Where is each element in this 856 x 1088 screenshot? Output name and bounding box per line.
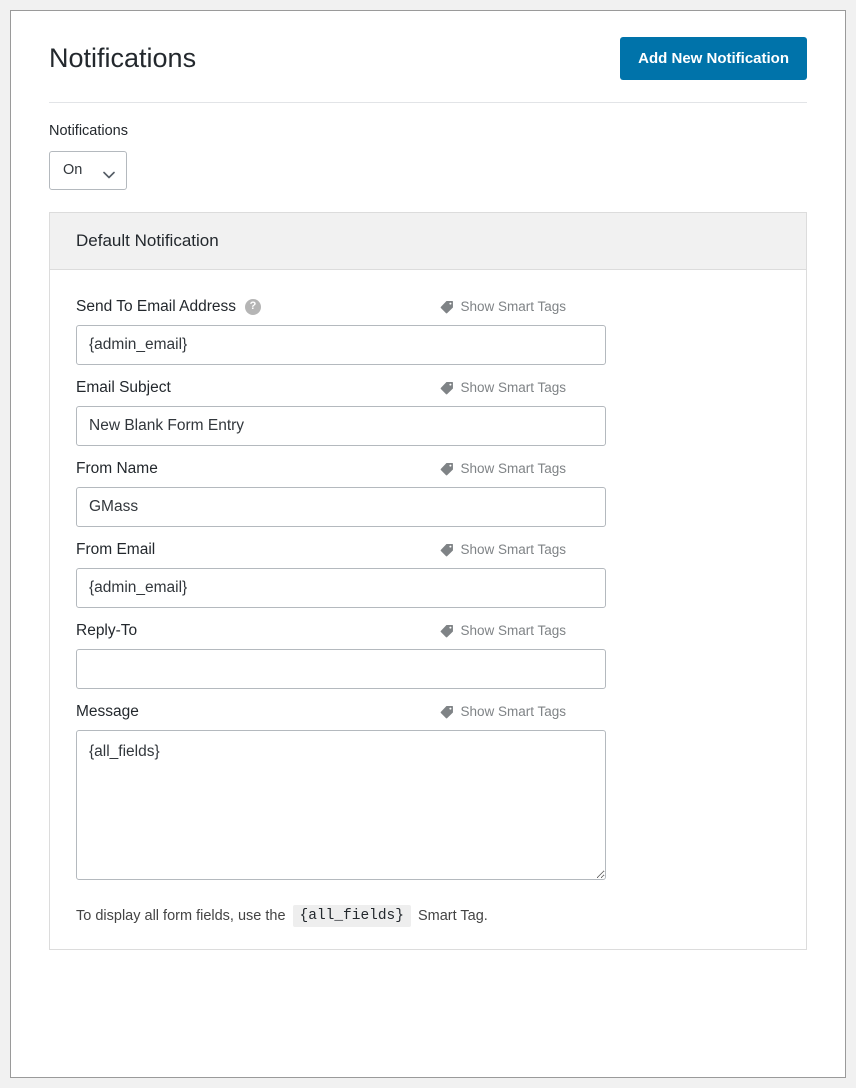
field-label-text: From Email xyxy=(76,540,156,558)
show-smart-tags-label: Show Smart Tags xyxy=(460,542,566,558)
field-label-message xyxy=(76,703,139,721)
panel-header xyxy=(49,11,807,103)
show-smart-tags-label: Show Smart Tags xyxy=(460,623,566,639)
show-smart-tags-label: Show Smart Tags xyxy=(460,704,566,720)
message-textarea[interactable] xyxy=(76,730,606,880)
tag-icon xyxy=(440,624,454,638)
from-email-input[interactable] xyxy=(76,568,606,608)
field-label-from-name xyxy=(76,460,158,478)
field-head xyxy=(76,298,780,316)
show-smart-tags-label: Show Smart Tags xyxy=(460,299,566,315)
tag-icon xyxy=(440,300,454,314)
default-notification-title: Default Notification xyxy=(76,230,219,250)
all-fields-hint xyxy=(76,905,780,927)
hint-code-chip: {all_fields} xyxy=(293,905,411,927)
default-notification-card-body xyxy=(50,270,806,949)
notifications-toggle-select[interactable] xyxy=(49,151,127,190)
field-row-from-name xyxy=(76,446,780,527)
field-label-text: Reply-To xyxy=(76,621,138,639)
field-label-reply-to xyxy=(76,622,137,640)
from-name-input[interactable] xyxy=(76,487,606,527)
field-label-email-subject xyxy=(76,379,171,397)
tag-icon xyxy=(440,543,454,557)
notifications-toggle-block xyxy=(49,103,807,190)
field-head xyxy=(76,622,780,640)
field-row-email-subject xyxy=(76,365,780,446)
default-notification-card xyxy=(49,212,807,950)
show-smart-tags-from-email[interactable] xyxy=(440,542,566,557)
tag-icon xyxy=(440,705,454,719)
field-head xyxy=(76,460,780,478)
reply-to-input[interactable] xyxy=(76,649,606,689)
notifications-toggle-select-wrap xyxy=(49,151,127,190)
notifications-panel xyxy=(10,10,846,1078)
field-label-text: Message xyxy=(76,702,139,720)
show-smart-tags-message[interactable] xyxy=(440,704,566,719)
show-smart-tags-send-to-email-address[interactable] xyxy=(440,299,566,314)
show-smart-tags-reply-to[interactable] xyxy=(440,623,566,638)
add-new-notification-button[interactable]: Add New Notification xyxy=(620,37,807,80)
help-icon[interactable]: ? xyxy=(245,299,261,315)
email-subject-input[interactable] xyxy=(76,406,606,446)
show-smart-tags-email-subject[interactable] xyxy=(440,380,566,395)
show-smart-tags-from-name[interactable] xyxy=(440,461,566,476)
field-row-send-to-email-address xyxy=(76,284,780,365)
send-to-email-address-input[interactable] xyxy=(76,325,606,365)
page-title: Notifications xyxy=(49,43,197,74)
tag-icon xyxy=(440,462,454,476)
field-label-text: Send To Email Address xyxy=(76,297,236,315)
tag-icon xyxy=(440,381,454,395)
default-notification-card-header xyxy=(50,213,806,270)
field-label-text: Email Subject xyxy=(76,378,171,396)
notifications-toggle-label: Notifications xyxy=(49,123,128,139)
field-row-reply-to xyxy=(76,608,780,689)
field-head xyxy=(76,703,780,721)
field-label-text: From Name xyxy=(76,459,158,477)
field-head xyxy=(76,541,780,559)
hint-prefix: To display all form fields, use the xyxy=(76,907,286,924)
field-head xyxy=(76,379,780,397)
hint-suffix: Smart Tag. xyxy=(417,907,488,924)
field-label-send-to-email-address xyxy=(76,298,261,316)
field-row-message xyxy=(76,689,780,885)
show-smart-tags-label: Show Smart Tags xyxy=(460,461,566,477)
show-smart-tags-label: Show Smart Tags xyxy=(460,380,566,396)
field-row-from-email xyxy=(76,527,780,608)
field-label-from-email xyxy=(76,541,155,559)
